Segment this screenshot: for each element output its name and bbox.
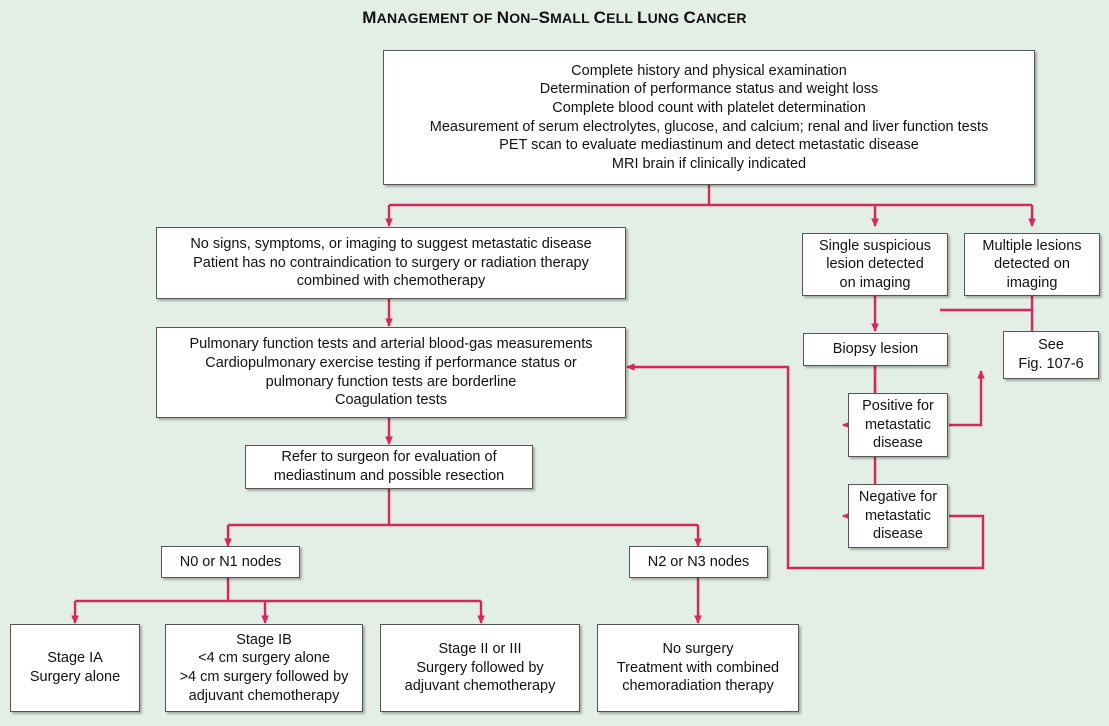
node-refer-to-surgeon bbox=[245, 445, 533, 489]
node-line: Treatment with combined bbox=[616, 659, 780, 676]
node-single-suspicious-lesion bbox=[802, 233, 948, 296]
node-line: Determination of performance status and weight loss bbox=[539, 81, 879, 98]
node-line: adjuvant chemotherapy bbox=[188, 687, 340, 704]
node-line: combined with chemotherapy bbox=[296, 273, 486, 290]
node-line: PET scan to evaluate mediastinum and detect metastatic disease bbox=[499, 137, 919, 154]
page-title-text: MANAGEMENT OF NON–SMALL CELL LUNG CANCER bbox=[362, 8, 747, 27]
node-line: Refer to surgeon for evaluation of bbox=[281, 449, 497, 466]
node-line: metastatic bbox=[864, 507, 932, 524]
node-stage-ib bbox=[165, 624, 363, 712]
node-line: Negative for bbox=[858, 489, 938, 506]
node-n2-or-n3-nodes bbox=[629, 546, 768, 578]
node-line: disease bbox=[873, 526, 923, 543]
node-negative-for-metastatic-disease bbox=[848, 484, 948, 548]
node-line: Measurement of serum electrolytes, glucose, and calcium; renal and liver function tests bbox=[429, 118, 989, 135]
node-line: See bbox=[1038, 337, 1064, 354]
node-line: on imaging bbox=[839, 274, 911, 291]
node-biopsy-lesion bbox=[803, 333, 948, 366]
node-line: pulmonary function tests are borderline bbox=[265, 373, 517, 390]
node-line: mediastinum and possible resection bbox=[273, 468, 505, 484]
node-stage-ia bbox=[10, 624, 140, 712]
node-line: No surgery bbox=[662, 641, 734, 658]
node-line: Surgery followed by bbox=[416, 659, 544, 676]
node-line: Fig. 107-6 bbox=[1018, 356, 1084, 372]
page-title bbox=[0, 8, 1109, 28]
node-line: Complete blood count with platelet determination bbox=[552, 99, 866, 116]
node-line: Positive for bbox=[862, 398, 934, 415]
node-line: Patient has no contraindication to surgery or radiation therapy bbox=[193, 254, 589, 271]
node-line: disease bbox=[873, 435, 923, 452]
node-no-surgery-chemoradiation bbox=[597, 624, 799, 712]
node-line: lesion detected bbox=[826, 256, 924, 273]
node-line: detected on bbox=[994, 256, 1070, 273]
node-line: Stage IB bbox=[236, 631, 292, 648]
node-line: MRI brain if clinically indicated bbox=[611, 155, 807, 172]
node-see-figure-reference bbox=[1003, 331, 1099, 379]
node-line: N2 or N3 nodes bbox=[647, 553, 750, 570]
node-n0-or-n1-nodes bbox=[161, 546, 300, 578]
node-line: Pulmonary function tests and arterial blood-gas measurements bbox=[189, 336, 593, 353]
node-line: Single suspicious bbox=[818, 237, 932, 254]
node-line: Complete history and physical examination bbox=[571, 62, 847, 79]
node-line: <4 cm surgery alone bbox=[198, 650, 330, 667]
node-line: Cardiopulmonary exercise testing if performance status or bbox=[205, 354, 577, 371]
node-line: >4 cm surgery followed by bbox=[179, 669, 349, 685]
node-line: imaging bbox=[1006, 274, 1058, 291]
node-stage-ii-or-iii bbox=[380, 624, 580, 712]
node-multiple-lesions bbox=[964, 233, 1100, 296]
node-line: chemoradiation therapy bbox=[622, 678, 774, 695]
node-pulmonary-function-tests bbox=[156, 327, 626, 418]
node-positive-for-metastatic-disease bbox=[848, 393, 948, 457]
node-no-signs-of-metastasis bbox=[156, 227, 626, 299]
node-line: adjuvant chemotherapy bbox=[404, 678, 556, 695]
node-line: Multiple lesions bbox=[982, 237, 1082, 254]
node-line: Surgery alone bbox=[29, 669, 121, 685]
node-line: metastatic bbox=[864, 416, 932, 433]
node-line: N0 or N1 nodes bbox=[179, 553, 282, 570]
node-line: Biopsy lesion bbox=[832, 341, 919, 358]
node-line: Stage IA bbox=[47, 650, 103, 667]
node-line: No signs, symptoms, or imaging to suggest metastatic disease bbox=[190, 236, 592, 253]
node-line: Coagulation tests bbox=[334, 392, 448, 409]
node-initial-workup bbox=[383, 50, 1035, 185]
node-line: Stage II or III bbox=[438, 641, 522, 658]
